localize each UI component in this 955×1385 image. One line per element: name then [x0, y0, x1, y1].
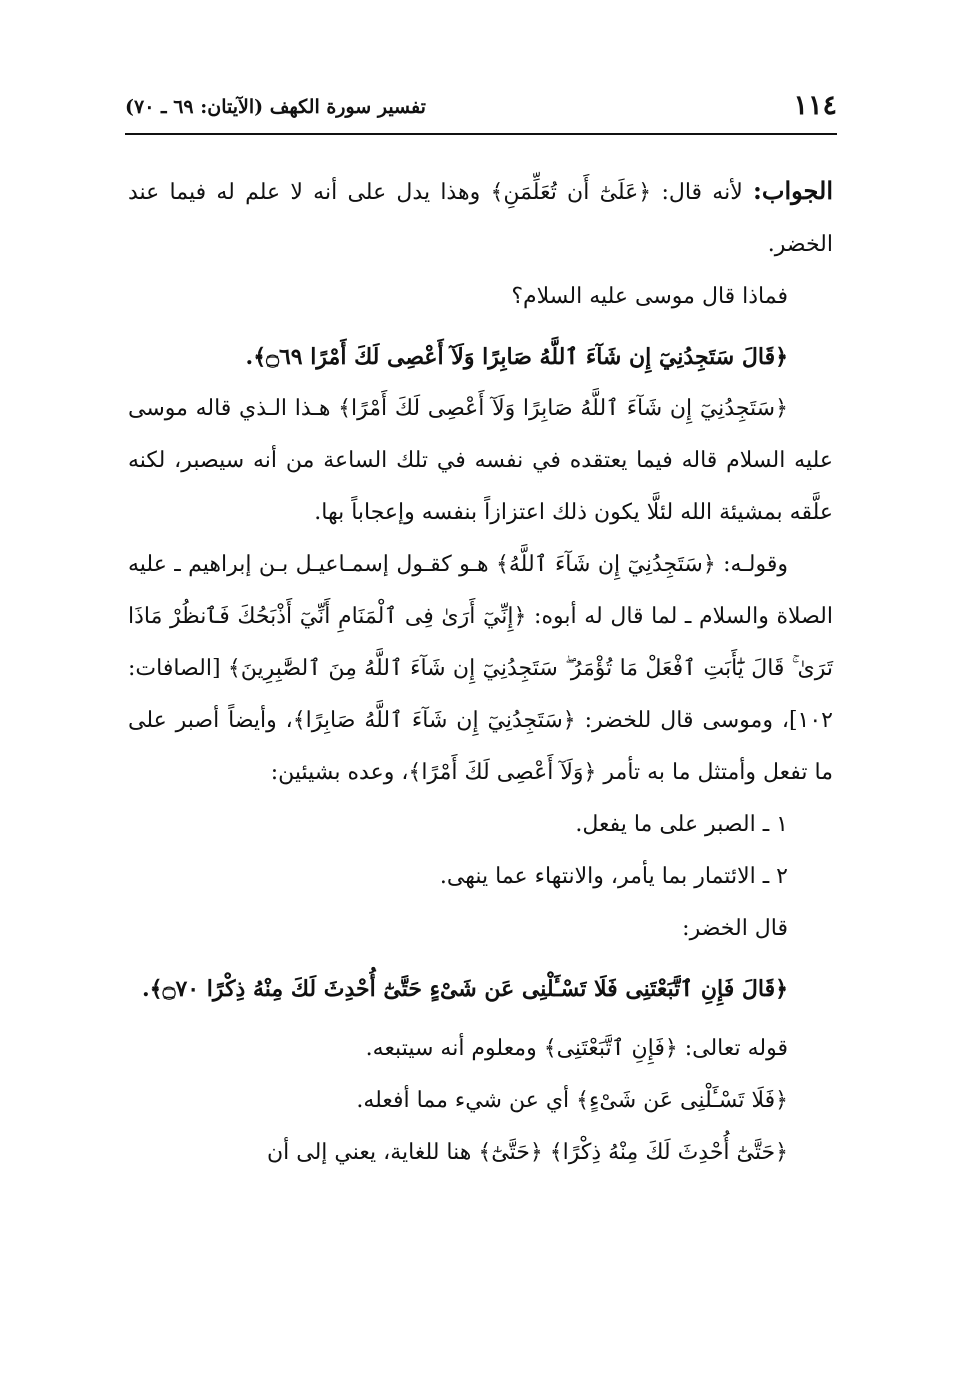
- paragraph-question: فماذا قال موسى عليه السلام؟: [511, 284, 788, 309]
- paragraph-answer: [128, 165, 833, 271]
- header-divider: [125, 133, 837, 135]
- verse-70: ﴿قَالَ فَإِنِ ٱتَّبَعْتَنِى فَلَا تَسْـَٔلْنِى عَن شَىْءٍ حَتَّىٰٓ أُحْدِثَ لَكَ مِنْهُ ذِكْرًا ۝٧٠﴾.: [142, 976, 788, 1002]
- paragraph-until: ﴿حَتَّىٰٓ أُحْدِثَ لَكَ مِنْهُ ذِكْرًا﴾ ﴿حَتَّىٰٓ﴾ هنا للغاية، يعني إلى أن: [267, 1140, 788, 1165]
- verse-69: ﴿قَالَ سَتَجِدُنِيٓ إِن شَآءَ ٱللَّهُ صَابِرًا وَلَآ أَعْصِى لَكَ أَمْرًا ۝٦٩﴾.: [245, 344, 788, 370]
- answer-label: الجواب:: [753, 176, 833, 205]
- paragraph-khidr-said: قال الخضر:: [682, 916, 788, 941]
- page-body: [128, 165, 833, 1179]
- list-item: ٢ ـ الائتمار بما يأمر، والانتهاء عما ينهى.: [439, 864, 788, 889]
- paragraph-do-not-ask: ﴿فَلَا تَسْـَٔلْنِى عَن شَىْءٍ﴾ أي عن شيء مما أفعله.: [356, 1088, 788, 1113]
- paragraph-follow: قوله تعالى: ﴿فَإِنِ ٱتَّبَعْتَنِى﴾ ومعلوم أنه سيتبعه.: [365, 1036, 788, 1061]
- list-item: ١ ـ الصبر على ما يفعل.: [575, 812, 788, 837]
- page-header: [125, 88, 837, 128]
- page-number: ١١٤: [793, 90, 837, 121]
- paragraph-ismail: وقولـه: ﴿سَتَجِدُنِيٓ إِن شَآءَ ٱللَّهُ﴾ هـو كقـول إسمـاعيـل بـن إبراهيم ـ عليه الصلاة والسلام ـ لما قال له أبوه: ﴿إِنِّيٓ أَرَىٰ فِى ٱلْمَنَامِ أَنِّيٓ أَذْبَحُكَ فَٱنظُرْ مَاذَا تَرَىٰ ۚ قَالَ يَٰٓأَبَتِ ٱفْعَلْ مَا تُؤْمَرُ ۖ سَتَجِدُنِيٓ إِن شَآءَ ٱللَّهُ مِنَ ٱلصَّٰبِرِينَ﴾ [الصافات: ١٠٢]، وموسى قال للخضر: ﴿سَتَجِدُنِيٓ إِن شَآءَ ٱللَّهُ صَابِرًا﴾، وأيضاً أصبر على ما تفعل وأمتثل ما به تأمر ﴿وَلَآ أَعْصِى لَكَ أَمْرًا﴾، وعده بشيئين:: [128, 552, 833, 785]
- answer-text: لأنه قال: ﴿عَلَىٰٓ أَن تُعَلِّمَنِ﴾ وهذا يدل على أنه لا علم له فيما عند الخضر.: [128, 180, 833, 257]
- running-title: تفسير سورة الكهف (الآيتان: ٦٩ ـ ٧٠): [125, 96, 426, 118]
- paragraph-explanation: ﴿سَتَجِدُنِيٓ إِن شَآءَ ٱللَّهُ صَابِرًا وَلَآ أَعْصِى لَكَ أَمْرًا﴾ هـذا الـذي قاله موسى عليه السلام قاله فيما يعتقده في نفسه في تلك الساعة من أنه سيصبر، لكنه علَّقه بمشيئة الله لئلَّا يكون ذلك اعتزازاً بنفسه وإعجاباً بها.: [128, 396, 833, 525]
